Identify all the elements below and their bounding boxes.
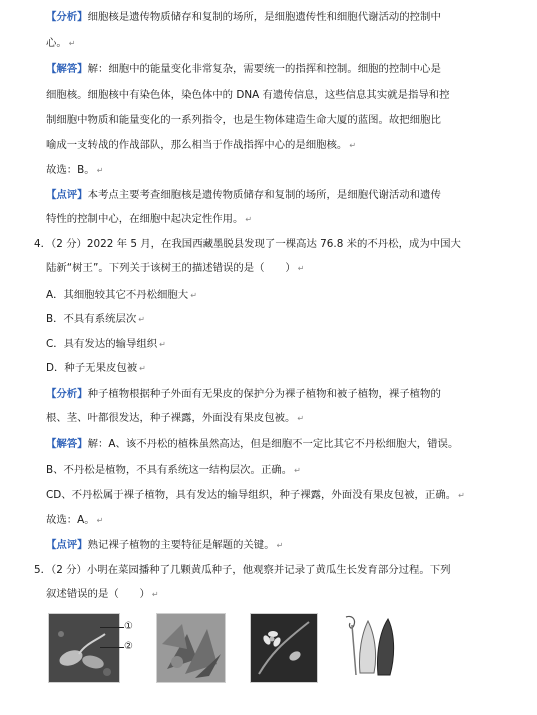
paragraph-mark: ↵ xyxy=(159,340,166,349)
analysis-tag: 【分析】 xyxy=(46,11,88,23)
paragraph-mark: ↵ xyxy=(276,541,284,550)
q4-option-a: A．其细胞较其它不丹松细胞大 ↵ xyxy=(46,289,197,301)
q5-figure-row xyxy=(48,613,408,685)
q4-analysis-line-1: 【分析】种子植物根据种子外面有无果皮的保护分为裸子植物和被子植物，裸子植物的 xyxy=(46,388,441,400)
q4-stem-line-2: 陆新“树王”。下列关于该树王的描述错误的是（ ） ↵ xyxy=(46,262,305,274)
q3-answer-line-2: 细胞核。细胞核中有染色体，染色体中的 DNA 有遗传信息，这些信息其实就是指导和控 xyxy=(46,89,450,101)
paragraph-mark: ↵ xyxy=(458,491,465,500)
q3-comment-line-2: 特性的控制中心，在细胞中起决定性作用。 ↵ xyxy=(46,213,253,225)
q4-option-d: D．种子无果皮包被 ↵ xyxy=(46,362,146,374)
paragraph-mark: ↵ xyxy=(294,466,301,475)
q4-choice: 故选：A。 ↵ xyxy=(46,514,104,526)
q5-stem-line-2: 叙述错误的是（ ） ↵ xyxy=(46,588,159,600)
q4-option-c: C．具有发达的输导组织 ↵ xyxy=(46,338,166,350)
q3-analysis-line-2: 心。 ↵ xyxy=(46,37,76,49)
paragraph-mark: ↵ xyxy=(349,141,357,150)
callout-label-1: ① xyxy=(124,621,133,632)
paragraph-mark: ↵ xyxy=(96,166,104,175)
q3-choice: 故选：B。 ↵ xyxy=(46,164,104,176)
q3-answer-line-4: 喻成一支转战的作战部队，那么相当于作战指挥中心的是细胞核。 ↵ xyxy=(46,139,357,151)
leafy-plant-photo xyxy=(156,613,226,683)
paragraph-mark: ↵ xyxy=(297,264,305,273)
q4-answer-line-2: B、不丹松是植物，不具有系统这一结构层次。正确。 ↵ xyxy=(46,464,301,476)
q3-analysis-line-1: 【分析】细胞核是遗传物质储存和复制的场所，是细胞遗传性和细胞代谢活动的控制中 xyxy=(46,11,441,23)
q4-answer-line-1: 【解答】解：A、该不丹松的植株虽然高达，但是细胞不一定比其它不丹松细胞大，错误。 xyxy=(46,438,459,450)
cucumber-drawing xyxy=(338,613,400,681)
q3-answer-line-1: 【解答】解：细胞中的能量变化非常复杂，需要统一的指挥和控制。细胞的控制中心是 xyxy=(46,63,441,75)
q4-stem-line-1: 4．（2 分）2022 年 5 月，在我国西藏墨脱县发现了一棵高达 76.8 米的不丹松，成为中国大 xyxy=(34,238,461,250)
q4-option-b: B．不具有系统层次 ↵ xyxy=(46,313,145,325)
q3-answer-line-3: 制细胞中物质和能量变化的一系列指令，也是生物体建造生命大厦的蓝图。故把细胞比 xyxy=(46,114,441,126)
comment-tag: 【点评】 xyxy=(46,189,88,201)
q4-answer-line-3: CD、不丹松属于裸子植物，具有发达的输导组织，种子裸露，外面没有果皮包被，正确。 ↵ xyxy=(46,489,465,501)
q4-comment-line-1: 【点评】熟记裸子植物的主要特征是解题的关键。 ↵ xyxy=(46,539,284,551)
paragraph-mark: ↵ xyxy=(245,215,253,224)
answer-tag: 【解答】 xyxy=(46,63,88,75)
flower-photo xyxy=(250,613,318,683)
seedling-photo xyxy=(48,613,120,683)
callout-label-2: ② xyxy=(124,641,133,652)
q5-stem-line-1: 5．（2 分）小明在菜园播种了几颗黄瓜种子，他观察并记录了黄瓜生长发育部分过程。下列 xyxy=(34,564,451,576)
q4-analysis-line-2: 根、茎、叶都很发达，种子裸露，外面没有果皮包被。 ↵ xyxy=(46,412,305,424)
paragraph-mark: ↵ xyxy=(96,516,104,525)
paragraph-mark: ↵ xyxy=(138,315,145,324)
paragraph-mark: ↵ xyxy=(151,590,159,599)
paragraph-mark: ↵ xyxy=(139,364,146,373)
paragraph-mark: ↵ xyxy=(190,291,197,300)
comment-tag: 【点评】 xyxy=(46,539,88,551)
answer-tag: 【解答】 xyxy=(46,438,88,450)
paragraph-mark: ↵ xyxy=(68,39,76,48)
analysis-tag: 【分析】 xyxy=(46,388,88,400)
paragraph-mark: ↵ xyxy=(297,414,305,423)
q3-comment-line-1: 【点评】本考点主要考查细胞核是遗传物质储存和复制的场所，是细胞代谢活动和遗传 xyxy=(46,189,441,201)
